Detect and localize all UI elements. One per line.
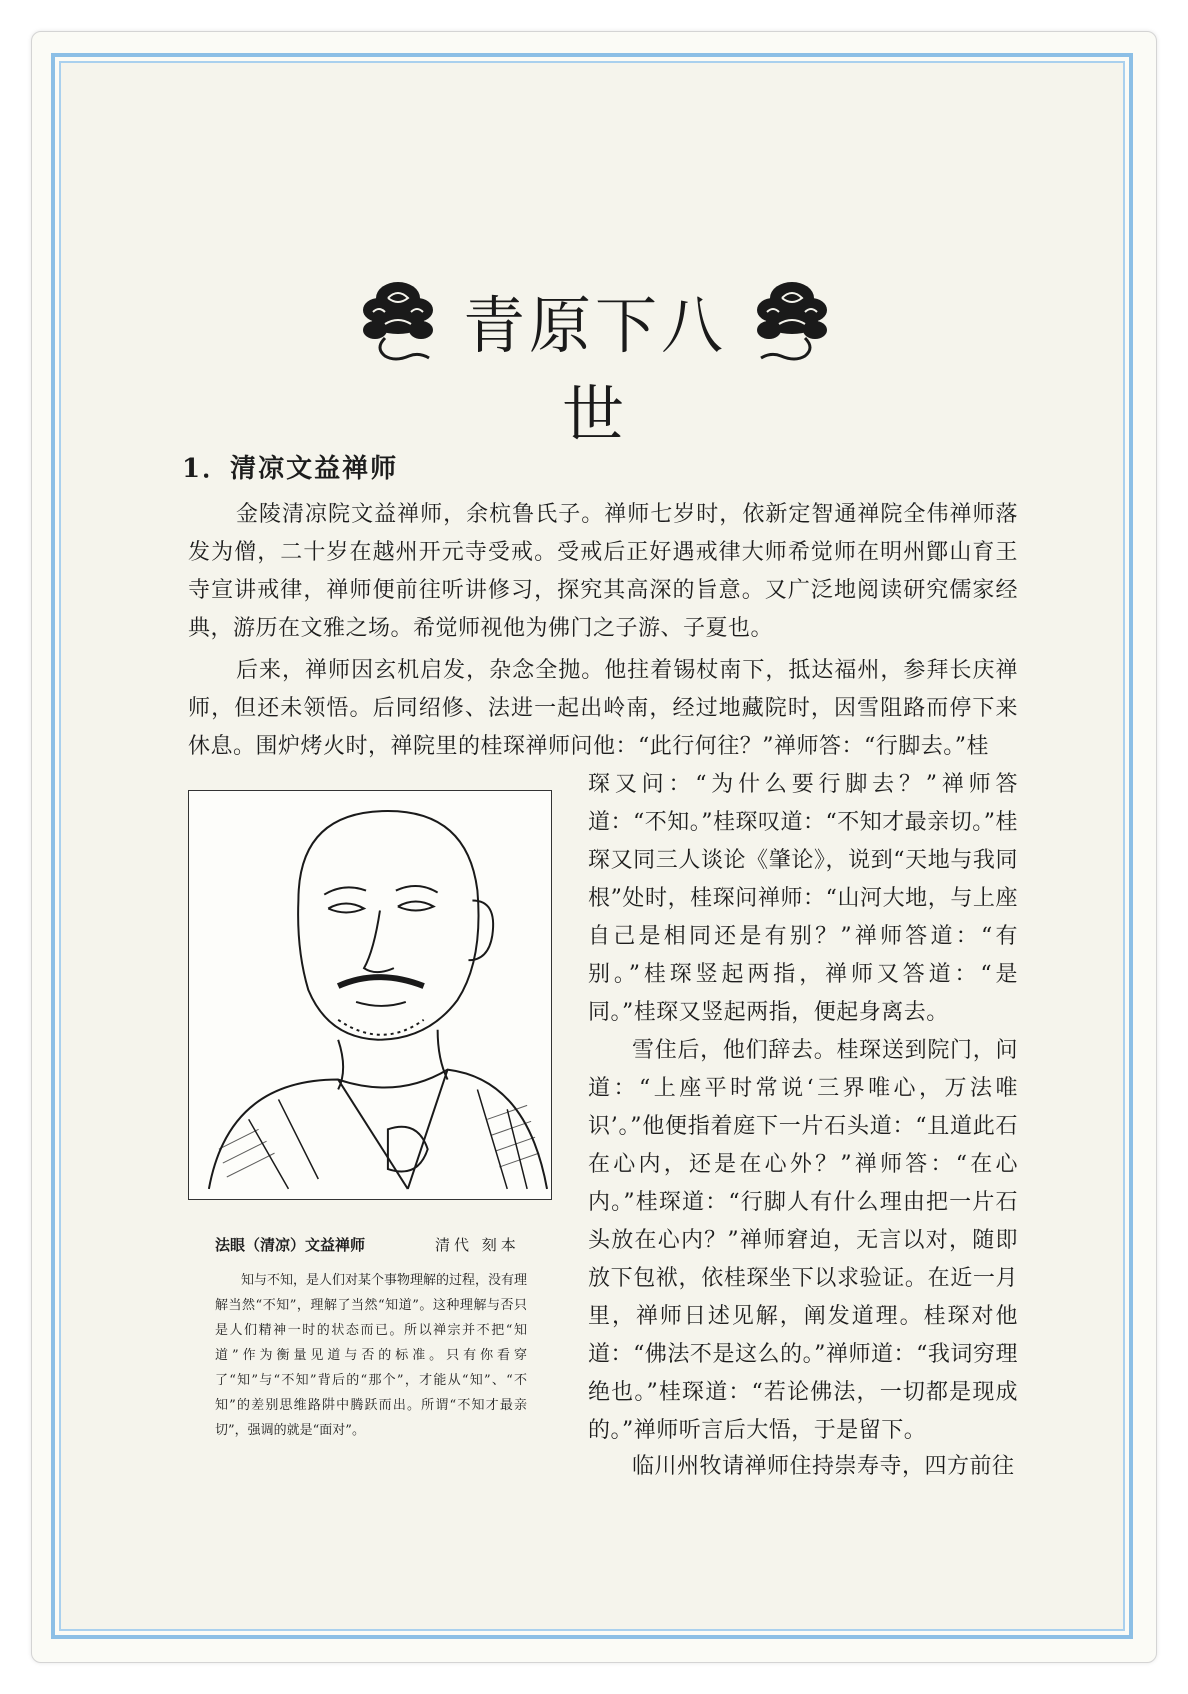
paragraph-2: 后来，禅师因玄机启发，杂念全抛。他拄着锡杖南下，抵达福州，参拜长庆禅师，但还未领悟。后同绍修、法进一起出岭南，经过地藏院时，因雪阻路而停下来休息。围炉烤火时，禅院里的桂琛禅师问他：“此行何往？”禅师答：“行脚去。”桂 [188, 658, 1018, 759]
caption-era: 清代 刻本 [435, 1236, 520, 1254]
cloud-ornament-left-icon [355, 268, 441, 368]
page-title: 青原下八世 [462, 289, 727, 451]
paragraph-4: 雪住后，他们辞去。桂琛送到院门，问道：“上座平时常说‘三界唯心，万法唯识’。”他便指着庭下一片石头道：“且道此石在心内，还是在心外？”禅师答：“在心内。”桂琛道：“行脚人有什么理由把一片石头放在心内？”禅师窘迫，无言以对，随即放下包袱，依桂琛坐下以求验证。在近一月里，禅师日述见解，阐发道理。桂琛对他道：“佛法不是这么的。”禅师道：“我词穷理绝也。”桂琛道：“若论佛法，一切都是现成的。”禅师听言后大悟，于是留下。 [588, 1038, 1018, 1443]
figure-caption [215, 1234, 535, 1255]
paragraph-5: 临川州牧请禅师住持崇寿寺，四方前往 [632, 1454, 1015, 1479]
paragraph-3: 琛又问：“为什么要行脚去？”禅师答道：“不知。”桂琛叹道：“不知才最亲切。”桂琛又同三人谈论《肇论》，说到“天地与我同根”处时，桂琛问禅师：“山河大地，与上座自己是相同还是有别？”禅师答道：“有别。”桂琛竖起两指，禅师又答道：“是同。”桂琛又竖起两指，便起身离去。 [588, 772, 1018, 1025]
monk-portrait-image [188, 790, 552, 1200]
paragraph-1: 金陵清凉院文益禅师，余杭鲁氏子。禅师七岁时，依新定智通禅院全伟禅师落发为僧，二十岁在越州开元寺受戒。受戒后正好遇戒律大师希觉师在明州鄮山育王寺宣讲戒律，禅师便前往听讲修习，探究其高深的旨意。又广泛地阅读研究儒家经典，游历在文雅之场。希觉师视他为佛门之子游、子夏也。 [188, 502, 1018, 641]
monk-portrait-icon [189, 791, 551, 1199]
page-title-block [355, 268, 835, 451]
section-heading: 1．清凉文益禅师 [182, 454, 399, 484]
figure-note: 知与不知，是人们对某个事物理解的过程，没有理解当然“不知”，理解了当然“知道”。这种理解与否只是人们精神一时的状态而已。所以禅宗并不把“知道”作为衡量见道与否的标准。只有你看穿了“知”与“不知”背后的“那个”，才能从“知”、“不知”的差别思维路阱中腾跃而出。所谓“不知才最亲切”，强调的就是“面对”。 [215, 1273, 528, 1438]
cloud-ornament-right-icon [749, 268, 835, 368]
caption-title: 法眼（清凉）文益禅师 [215, 1236, 366, 1254]
